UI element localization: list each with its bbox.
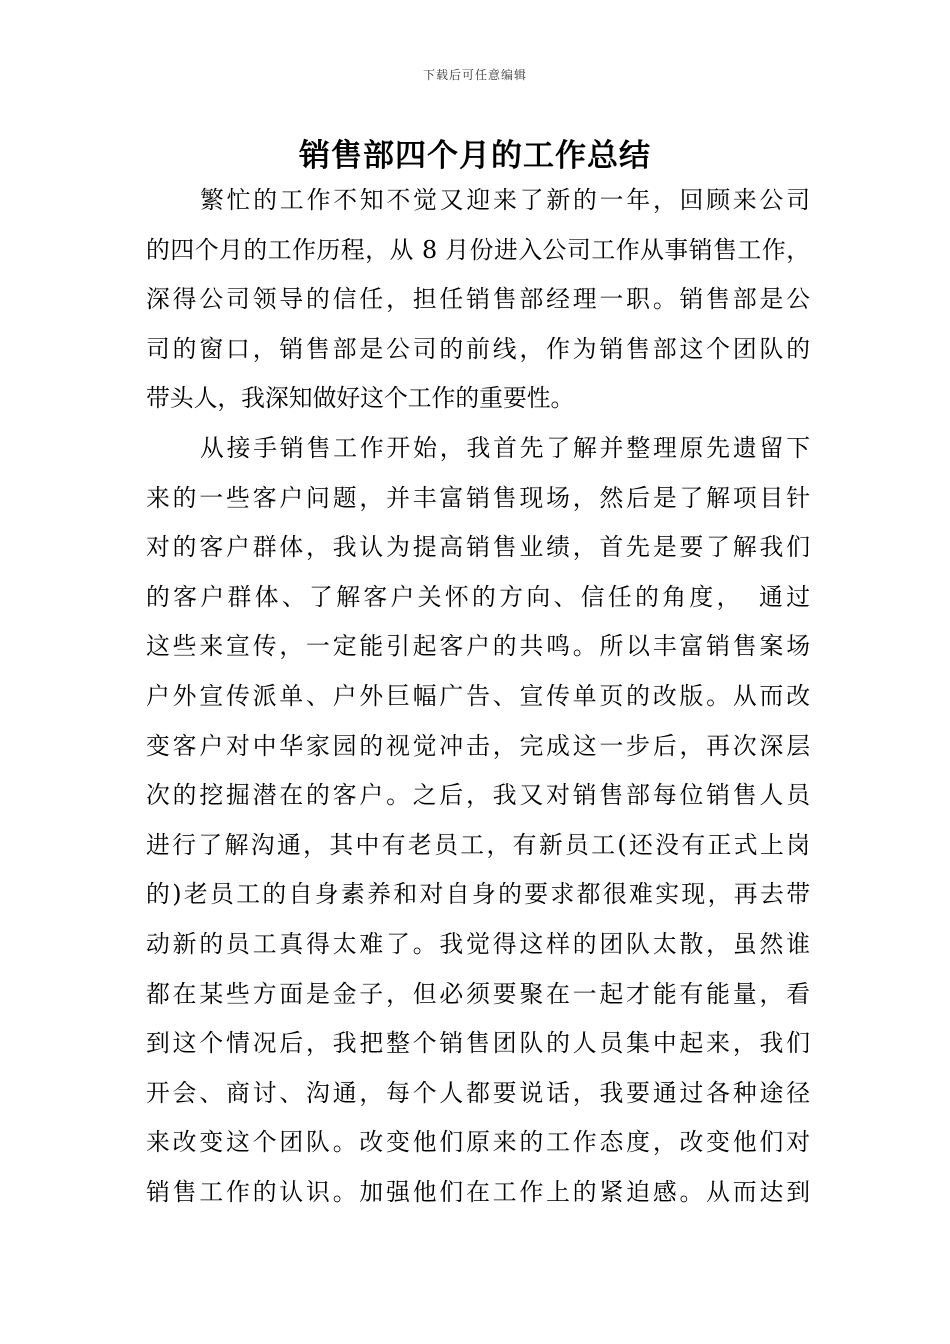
- text-line: 深得公司领导的信任，担任销售部经理一职。销售部是公: [146, 285, 810, 314]
- text-line: 销售工作的认识。加强他们在工作上的紧迫感。从而达到: [146, 1177, 810, 1206]
- text-line: 来的一些客户问题，并丰富销售现场，然后是了解项目针: [146, 483, 810, 512]
- text-line: 的)老员工的自身素养和对自身的要求都很难实现，再去带: [146, 880, 810, 909]
- text-line: 次的挖掘潜在的客户。之后，我又对销售部每位销售人员: [146, 781, 810, 810]
- text-line: 进行了解沟通，其中有老员工，有新员工(还没有正式上岗: [146, 830, 810, 859]
- text-line: 带头人，我深知做好这个工作的重要性。: [146, 384, 575, 413]
- text-line: 来改变这个团队。改变他们原来的工作态度，改变他们对: [146, 1128, 810, 1157]
- text-line: 从接手销售工作开始，我首先了解并整理原先遗留下: [200, 433, 810, 462]
- text-line: 这些来宣传，一定能引起客户的共鸣。所以丰富销售案场: [146, 632, 810, 661]
- document-title: 销售部四个月的工作总结: [299, 138, 651, 174]
- paragraph-1: [146, 176, 810, 424]
- text-line: 动新的员工真得太难了。我觉得这样的团队太散，虽然谁: [146, 929, 810, 958]
- text-line: 到这个情况后，我把整个销售团队的人员集中起来，我们: [146, 1029, 810, 1058]
- page-header-note: 下载后可任意编辑: [422, 68, 527, 82]
- text-line: 司的窗口，销售部是公司的前线，作为销售部这个团队的: [146, 334, 810, 363]
- text-line: 户外宣传派单、户外巨幅广告、宣传单页的改版。从而改: [146, 681, 810, 710]
- document-body: [146, 176, 810, 1217]
- text-line: 的客户群体、了解客户关怀的方向、信任的角度， 通过: [146, 582, 810, 611]
- text-line: 对的客户群体，我认为提高销售业绩，首先是要了解我们: [146, 533, 810, 562]
- text-line: 变客户对中华家园的视觉冲击，完成这一步后，再次深层: [146, 731, 810, 760]
- text-line: 的四个月的工作历程，从 8 月份进入公司工作从事销售工作，: [146, 235, 810, 264]
- text-line: 都在某些方面是金子，但必须要聚在一起才能有能量，看: [146, 979, 810, 1008]
- paragraph-2: [146, 424, 810, 1218]
- text-line: 开会、商讨、沟通，每个人都要说话，我要通过各种途径: [146, 1078, 810, 1107]
- text-line: 繁忙的工作不知不觉又迎来了新的一年，回顾来公司: [200, 186, 810, 214]
